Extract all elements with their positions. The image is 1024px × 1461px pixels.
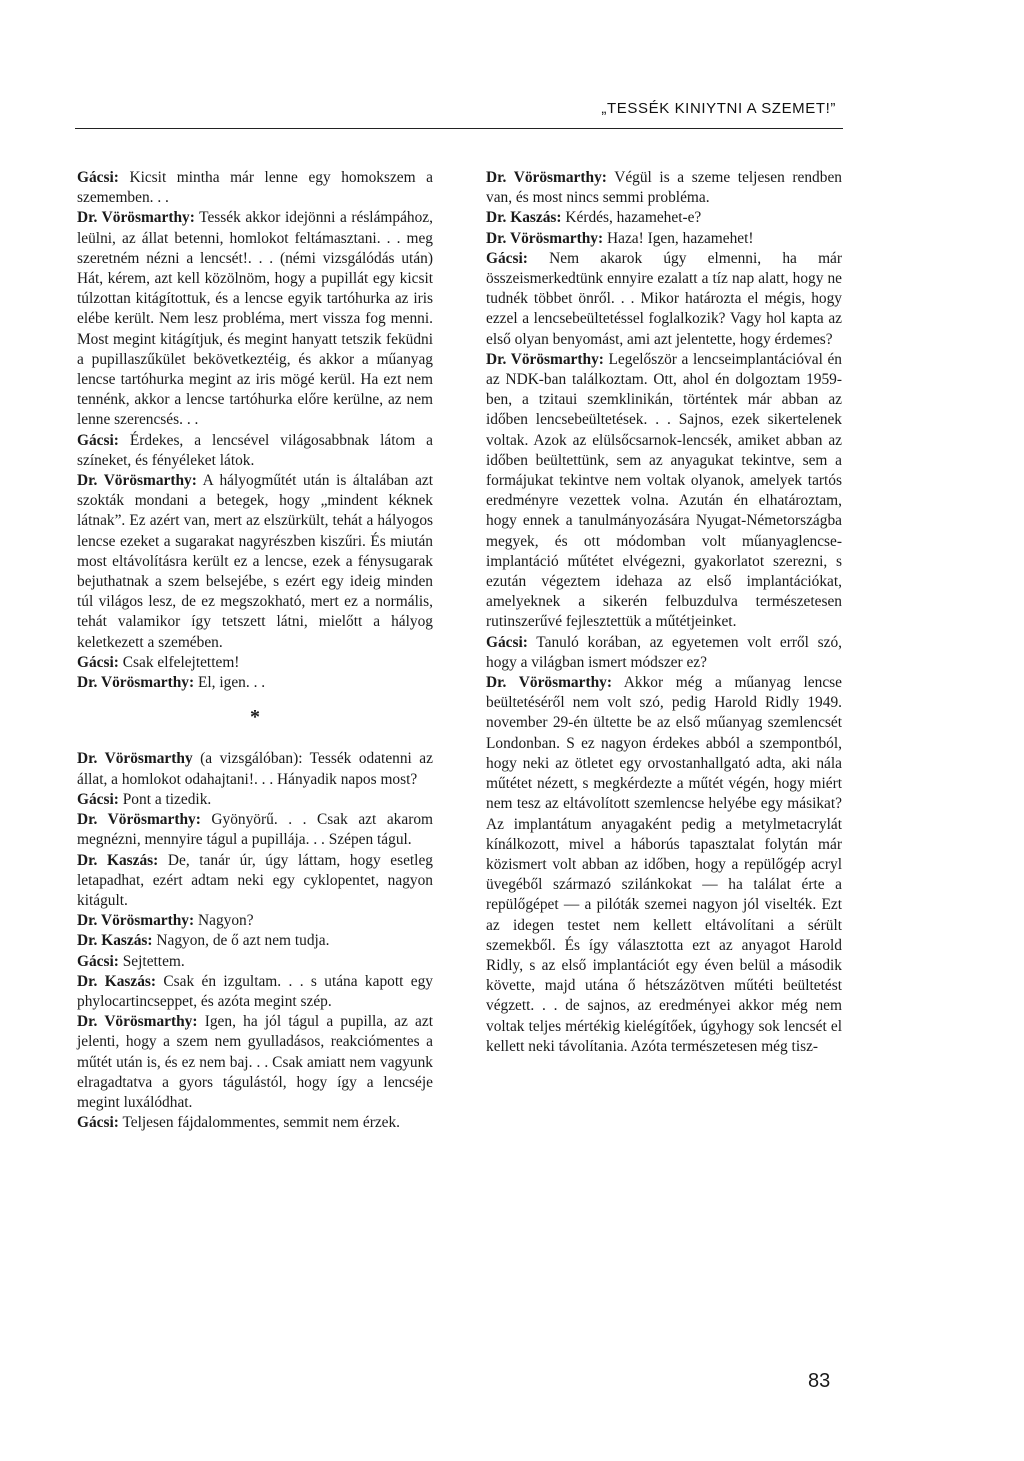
speaker-name: Gácsi: bbox=[77, 1114, 119, 1132]
speaker-name: Gácsi: bbox=[77, 952, 119, 970]
dialogue-paragraph bbox=[486, 229, 842, 249]
dialogue-text: Haza! Igen, hazamehet! bbox=[607, 229, 754, 247]
dialogue-paragraph bbox=[486, 168, 842, 208]
dialogue-text: (a vizsgálóban): Tessék odatenni az állat, a homlokot odahajtani!. . . Hányadik napos most? bbox=[77, 750, 433, 788]
speaker-name: Dr. Vörösmarthy: bbox=[77, 472, 197, 490]
dialogue-text: Teljesen fájdalommentes, semmit nem érzek. bbox=[122, 1114, 401, 1132]
speaker-name: Dr. Vörösmarthy bbox=[77, 750, 193, 768]
dialogue-paragraph bbox=[77, 810, 433, 850]
dialogue-paragraph bbox=[77, 1113, 433, 1133]
header-rule bbox=[75, 128, 843, 129]
dialogue-paragraph bbox=[77, 471, 433, 653]
speaker-name: Dr. Vörösmarthy: bbox=[486, 169, 607, 186]
speaker-name: Gácsi: bbox=[77, 431, 119, 449]
left-column bbox=[77, 168, 433, 1133]
dialogue-paragraph bbox=[77, 952, 433, 972]
dialogue-paragraph bbox=[77, 790, 433, 810]
dialogue-text: Kérdés, hazamehet-e? bbox=[565, 209, 702, 227]
dialogue-paragraph bbox=[77, 673, 433, 693]
dialogue-text: Csak elfelejtettem! bbox=[122, 653, 240, 671]
dialogue-paragraph bbox=[486, 249, 842, 350]
dialogue-paragraph bbox=[77, 851, 433, 912]
right-column bbox=[486, 168, 842, 1057]
dialogue-paragraph bbox=[77, 431, 433, 471]
page-number: 83 bbox=[808, 1370, 831, 1392]
dialogue-paragraph bbox=[77, 931, 433, 951]
dialogue-paragraph bbox=[486, 633, 842, 673]
dialogue-paragraph bbox=[77, 208, 433, 430]
dialogue-text: Nem akarok úgy elmenni, ha már összeismerkedtünk ennyire ezalatt a tíz nap alatt, hogy ne tudnék többet önről. . . Mikor határozta el mégis, hogy ezzel a lencsebeültetéssel foglalkozik? Vagy hol kapta az első olyan benyomást, ami azt jelentette, hogy érdemes? bbox=[486, 249, 842, 348]
speaker-name: Dr. Vörösmarthy: bbox=[486, 350, 604, 368]
dialogue-paragraph bbox=[77, 168, 433, 208]
speaker-name: Dr. Vörösmarthy: bbox=[77, 912, 195, 930]
dialogue-text: Tessék akkor idejönni a réslámpához, leülni, az állat betenni, homlokot feltámasztani. . . meg szeretném nézni a lencsét!. . . (némi vizsgálódás után) Hát, kérem, azt kell közölnöm, hogy a pupillát egy kicsit túlzottan kitágítottuk, és a lencse egyik tartóhurka az iris elébe került. Nem lesz probléma, mert vissza fog menni. Most megint kitágítjuk, és megint hanyatt tetszik feküdni a pupillaszűkület bekövetkeztéig, és akkor a műanyag lencse tartóhurka megint az iris mögé kerül. Ha ezt nem tennénk, akkor a lencse tartóhurka előre kerülne, az nem lenne szerencsés. . . bbox=[77, 209, 433, 429]
dialogue-paragraph bbox=[77, 653, 433, 673]
speaker-name: Dr. Vörösmarthy: bbox=[486, 674, 612, 692]
dialogue-text: Tanuló korában, az egyetemen volt erről szó, hogy a világban ismert módszer ez? bbox=[486, 633, 842, 671]
speaker-name: Gácsi: bbox=[486, 249, 528, 267]
dialogue-paragraph bbox=[77, 972, 433, 1012]
speaker-name: Dr. Kaszás: bbox=[77, 851, 159, 869]
running-title: „TESSÉK KINIYTNI A SZEMET!” bbox=[601, 100, 836, 117]
dialogue-text: Gyönyörű. . . Csak azt akarom megnézni, mennyire tágul a pupillája. . . Szépen tágul. bbox=[77, 811, 433, 849]
speaker-name: Dr. Vörösmarthy: bbox=[77, 209, 195, 227]
dialogue-text: Csak én izgultam. . . s utána kapott egy phylocartincseppet, és azóta megint szép. bbox=[77, 972, 433, 1010]
dialogue-paragraph bbox=[77, 1012, 433, 1113]
speaker-name: Dr. Kaszás: bbox=[77, 972, 157, 990]
dialogue-text: Sejtettem. bbox=[122, 952, 185, 970]
dialogue-paragraph bbox=[486, 350, 842, 633]
section-separator: * bbox=[250, 706, 260, 729]
speaker-name: Dr. Vörösmarthy: bbox=[486, 229, 604, 247]
dialogue-text: Pont a tizedik. bbox=[122, 790, 212, 808]
dialogue-text: Végül is a szeme teljesen rendben van, és most nincs semmi probléma. bbox=[486, 169, 842, 207]
speaker-name: Gácsi: bbox=[77, 790, 119, 808]
dialogue-text: Nagyon? bbox=[198, 912, 254, 930]
dialogue-text: Érdekes, a lencsével világosabbnak látom a színeket, és fényéleket látok. bbox=[77, 431, 433, 469]
speaker-name: Gácsi: bbox=[77, 653, 119, 671]
speaker-name: Dr. Vörösmarthy: bbox=[77, 674, 195, 692]
dialogue-text: Kicsit mintha már lenne egy homokszem a szememben. . . bbox=[77, 169, 433, 207]
dialogue-paragraph bbox=[77, 749, 433, 789]
dialogue-text: De, tanár úr, úgy láttam, hogy esetleg letapadhat, ezért adtam neki egy cyklopentet, nagyon kitágult. bbox=[77, 851, 433, 909]
speaker-name: Dr. Kaszás: bbox=[486, 209, 562, 227]
dialogue-text: El, igen. . . bbox=[198, 674, 266, 692]
dialogue-paragraph bbox=[486, 673, 842, 1057]
dialogue-text: Igen, ha jól tágul a pupilla, az azt jelenti, hogy a szem nem gyulladásos, reakciómentes a műtét után is, és ez nem baj. . . Csak amiatt nem vagyunk elragadtatva a gyors tágulástól, hogy így a lencséje megint luxálódhat. bbox=[77, 1013, 433, 1111]
dialogue-paragraph bbox=[77, 911, 433, 931]
dialogue-paragraph bbox=[486, 208, 842, 228]
speaker-name: Dr. Kaszás: bbox=[77, 932, 153, 950]
speaker-name: Gácsi: bbox=[77, 169, 119, 186]
speaker-name: Dr. Vörösmarthy: bbox=[77, 1013, 198, 1031]
dialogue-text: Nagyon, de ő azt nem tudja. bbox=[156, 932, 330, 950]
speaker-name: Gácsi: bbox=[486, 633, 528, 651]
dialogue-text: Akkor még a műanyag lencse beültetéséről nem volt szó, pedig Harold Ridly 1949. november 29-én ültette be az első műanyag szemlencsét Londonban. S ez nagyon érdekes abból a szempontból, hogy neki az ötletet egy orvostanhallgató adta, aki nála műtétet nézett, s megkérdezte a műtét végén, hogy miért nem tesz az eltávolított szemlencse helyébe egy másikat? Az implantátum anyagaként pedig a metylmetacrylát kínálkozott, mivel a háborús tapasztalat folytán már közismert volt abban az időben, hogy a repülőgép acryl üvegéből származó szilánkokat — ha találat érte a repülőgépet — a pilóták szemei nagyon jól viselték. Ezt az idegen testet nem kellett eltávolítani a sérült szemekből. És így választotta ezt az anyagot Harold Ridly, s az első implantációt egy éven belül a második követte, majd utána ő hétszázötven műtéti beültetést végzett. . . de sajnos, az eredményei akkor még nem voltak teljes mértékig kielégítőek, úgyhogy sok lencsét el kellett neki távolítania. Azóta természetesen még tisz- bbox=[486, 674, 842, 1055]
dialogue-text: A hályogműtét után is általában azt szokták mondani a betegek, hogy „mindent kéknek látnak”. Ez azért van, mert az elszürkült, tehát a hályogos lencse ezeket a sugarakat nagyrészben kiszűri. És miután most eltávolításra került ez a lencse, ezek a fénysugarak bejuthatnak a szem belsejébe, s ezért egy ideig minden túl világos lesz, de ez megszokható, mert ez a normális, tehát valamikor így tetszett látni, mielőtt a hályog keletkezett a szemében. bbox=[77, 472, 434, 651]
dialogue-text: Legelőször a lencseimplantációval én az NDK-ban találkoztam. Ott, ahol én dolgoztam 1959-ben, a tzitaui szemklinikán, történtek már abban az időben lencsebeültetések. . . Sajnos, ezek sikertelenek voltak. Azok az elülsőcsarnok-lencsék, amiket abban az időben beültettünk, sem az anyagukat tekintve, sem a formájukat tekintve nem voltak olyanok, amelyek tartós eredményre vezettek volna. Azután én elhatároztam, hogy ennek a tanulmányozására Nyugat-Németországba megyek, és ott módomban volt műanyaglencse-implantáció műtétet elvégezni, gyakorlatot szerezni, s ezután végeztem idehaza az első implantációkat, amelyeknek a sikerén felbuzdulva természetesen rutinszerűvé fejlesztettük a műtétjeinket. bbox=[486, 350, 842, 631]
speaker-name: Dr. Vörösmarthy: bbox=[77, 811, 201, 829]
